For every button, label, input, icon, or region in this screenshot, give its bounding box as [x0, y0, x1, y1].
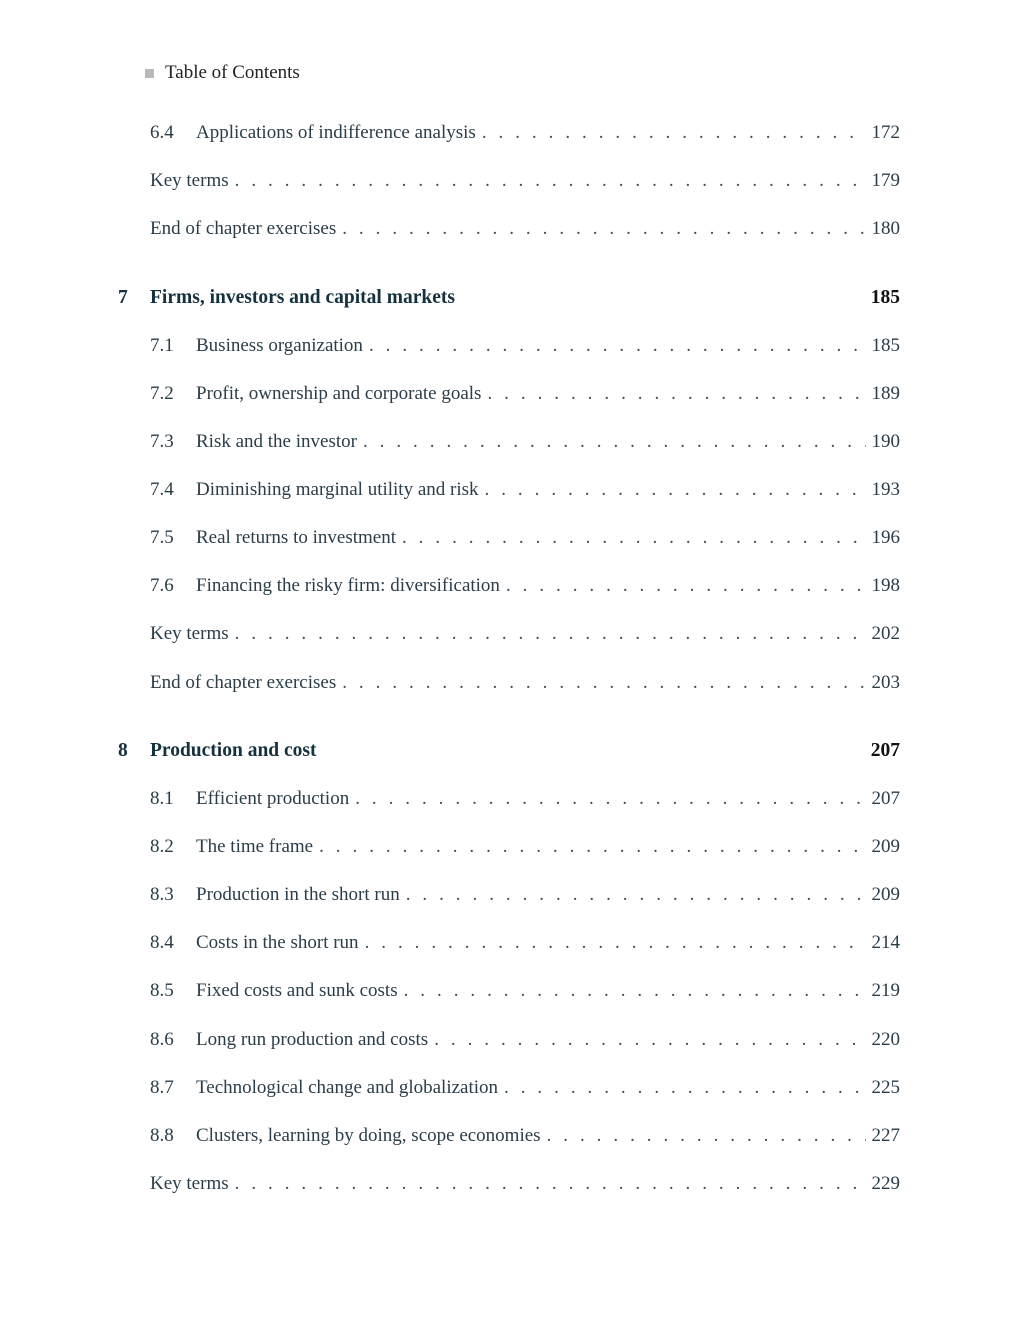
- chapter-number: 8: [118, 740, 128, 761]
- toc-section-entry[interactable]: [150, 980, 900, 1006]
- section-title[interactable]: End of chapter exercises: [150, 672, 337, 693]
- section-page[interactable]: 189: [871, 383, 900, 404]
- chapter-page[interactable]: 207: [870, 740, 900, 761]
- section-title[interactable]: The time frame: [196, 836, 314, 857]
- toc-section-entry[interactable]: [150, 479, 900, 505]
- toc-section-entry[interactable]: [150, 575, 900, 601]
- section-page[interactable]: 172: [871, 122, 900, 143]
- dot-leader: [406, 884, 866, 906]
- chapter-number: 7: [118, 287, 128, 308]
- section-title[interactable]: Clusters, learning by doing, scope economies: [196, 1125, 541, 1146]
- dot-leader: [482, 122, 866, 144]
- toc-section-entry[interactable]: [150, 335, 900, 361]
- section-number: 8.3: [150, 884, 174, 905]
- section-page[interactable]: 214: [871, 932, 900, 953]
- section-page[interactable]: 179: [871, 170, 900, 191]
- toc-section-entry[interactable]: [150, 1173, 900, 1199]
- dot-leader: [365, 932, 866, 954]
- toc-section-entry[interactable]: [150, 836, 900, 862]
- section-page[interactable]: 229: [871, 1173, 900, 1194]
- section-title[interactable]: Technological change and globalization: [196, 1077, 499, 1098]
- section-number: 7.1: [150, 335, 174, 356]
- chapter-page[interactable]: 185: [870, 287, 900, 308]
- toc-section-entry[interactable]: [150, 1077, 900, 1103]
- dot-leader: [404, 980, 866, 1002]
- dot-leader: [319, 836, 865, 858]
- section-page[interactable]: 207: [871, 788, 900, 809]
- section-page[interactable]: 219: [871, 980, 900, 1001]
- toc-section-entry[interactable]: [150, 788, 900, 814]
- toc-chapter-entry[interactable]: [118, 287, 900, 309]
- header-bullet-icon: [145, 69, 154, 78]
- section-title[interactable]: Applications of indifference analysis: [196, 122, 476, 143]
- dot-leader: [547, 1125, 866, 1147]
- toc-section-entry[interactable]: [150, 122, 900, 148]
- section-number: 8.2: [150, 836, 174, 857]
- section-title[interactable]: Diminishing marginal utility and risk: [196, 479, 479, 500]
- section-title[interactable]: Fixed costs and sunk costs: [196, 980, 398, 1001]
- section-page[interactable]: 190: [871, 431, 900, 452]
- section-number: 8.4: [150, 932, 174, 953]
- section-page[interactable]: 225: [871, 1077, 900, 1098]
- toc-section-entry[interactable]: [150, 218, 900, 244]
- header-title: Table of Contents: [165, 62, 300, 83]
- dot-leader: [235, 623, 866, 645]
- section-title[interactable]: Key terms: [150, 1173, 229, 1194]
- dot-leader: [504, 1077, 865, 1099]
- toc-section-entry[interactable]: [150, 1125, 900, 1151]
- section-title[interactable]: Real returns to investment: [196, 527, 396, 548]
- section-title[interactable]: Financing the risky firm: diversification: [196, 575, 500, 596]
- section-title[interactable]: End of chapter exercises: [150, 218, 337, 239]
- section-number: 7.2: [150, 383, 174, 404]
- section-page[interactable]: 209: [871, 836, 900, 857]
- toc-section-entry[interactable]: [150, 527, 900, 553]
- dot-leader: [434, 1029, 865, 1051]
- dot-leader: [342, 672, 865, 694]
- section-number: 8.8: [150, 1125, 174, 1146]
- section-page[interactable]: 220: [871, 1029, 900, 1050]
- section-title[interactable]: Long run production and costs: [196, 1029, 429, 1050]
- section-page[interactable]: 185: [871, 335, 900, 356]
- section-title[interactable]: Key terms: [150, 170, 229, 191]
- section-number: 7.5: [150, 527, 174, 548]
- section-title[interactable]: Business organization: [196, 335, 363, 356]
- dot-leader: [235, 1173, 866, 1195]
- dot-leader: [369, 335, 866, 357]
- chapter-title[interactable]: Firms, investors and capital markets: [150, 287, 455, 308]
- section-title[interactable]: Efficient production: [196, 788, 350, 809]
- dot-leader: [355, 788, 865, 810]
- section-number: 7.3: [150, 431, 174, 452]
- section-number: 6.4: [150, 122, 174, 143]
- section-page[interactable]: 209: [871, 884, 900, 905]
- toc-section-entry[interactable]: [150, 623, 900, 649]
- toc-section-entry[interactable]: [150, 431, 900, 457]
- running-header: [145, 62, 300, 84]
- section-number: 8.5: [150, 980, 174, 1001]
- section-title[interactable]: Risk and the investor: [196, 431, 357, 452]
- section-number: 8.7: [150, 1077, 174, 1098]
- chapter-title[interactable]: Production and cost: [150, 740, 317, 761]
- dot-leader: [363, 431, 866, 453]
- dot-leader: [506, 575, 866, 597]
- section-number: 8.6: [150, 1029, 174, 1050]
- dot-leader: [402, 527, 866, 549]
- section-number: 8.1: [150, 788, 174, 809]
- section-page[interactable]: 180: [871, 218, 900, 239]
- toc-chapter-entry[interactable]: [118, 740, 900, 762]
- section-page[interactable]: 202: [871, 623, 900, 644]
- section-number: 7.4: [150, 479, 174, 500]
- section-page[interactable]: 198: [871, 575, 900, 596]
- toc-section-entry[interactable]: [150, 170, 900, 196]
- section-title[interactable]: Production in the short run: [196, 884, 400, 905]
- dot-leader: [342, 218, 865, 240]
- section-page[interactable]: 227: [871, 1125, 900, 1146]
- section-page[interactable]: 203: [871, 672, 900, 693]
- toc-section-entry[interactable]: [150, 932, 900, 958]
- section-page[interactable]: 196: [871, 527, 900, 548]
- toc-section-entry[interactable]: [150, 672, 900, 698]
- toc-section-entry[interactable]: [150, 884, 900, 910]
- section-number: 7.6: [150, 575, 174, 596]
- section-title[interactable]: Profit, ownership and corporate goals: [196, 383, 482, 404]
- dot-leader: [487, 383, 865, 405]
- dot-leader: [485, 479, 866, 501]
- toc-section-entry[interactable]: [150, 383, 900, 409]
- section-title[interactable]: Costs in the short run: [196, 932, 359, 953]
- section-title[interactable]: Key terms: [150, 623, 229, 644]
- toc-section-entry[interactable]: [150, 1029, 900, 1055]
- section-page[interactable]: 193: [871, 479, 900, 500]
- dot-leader: [235, 170, 866, 192]
